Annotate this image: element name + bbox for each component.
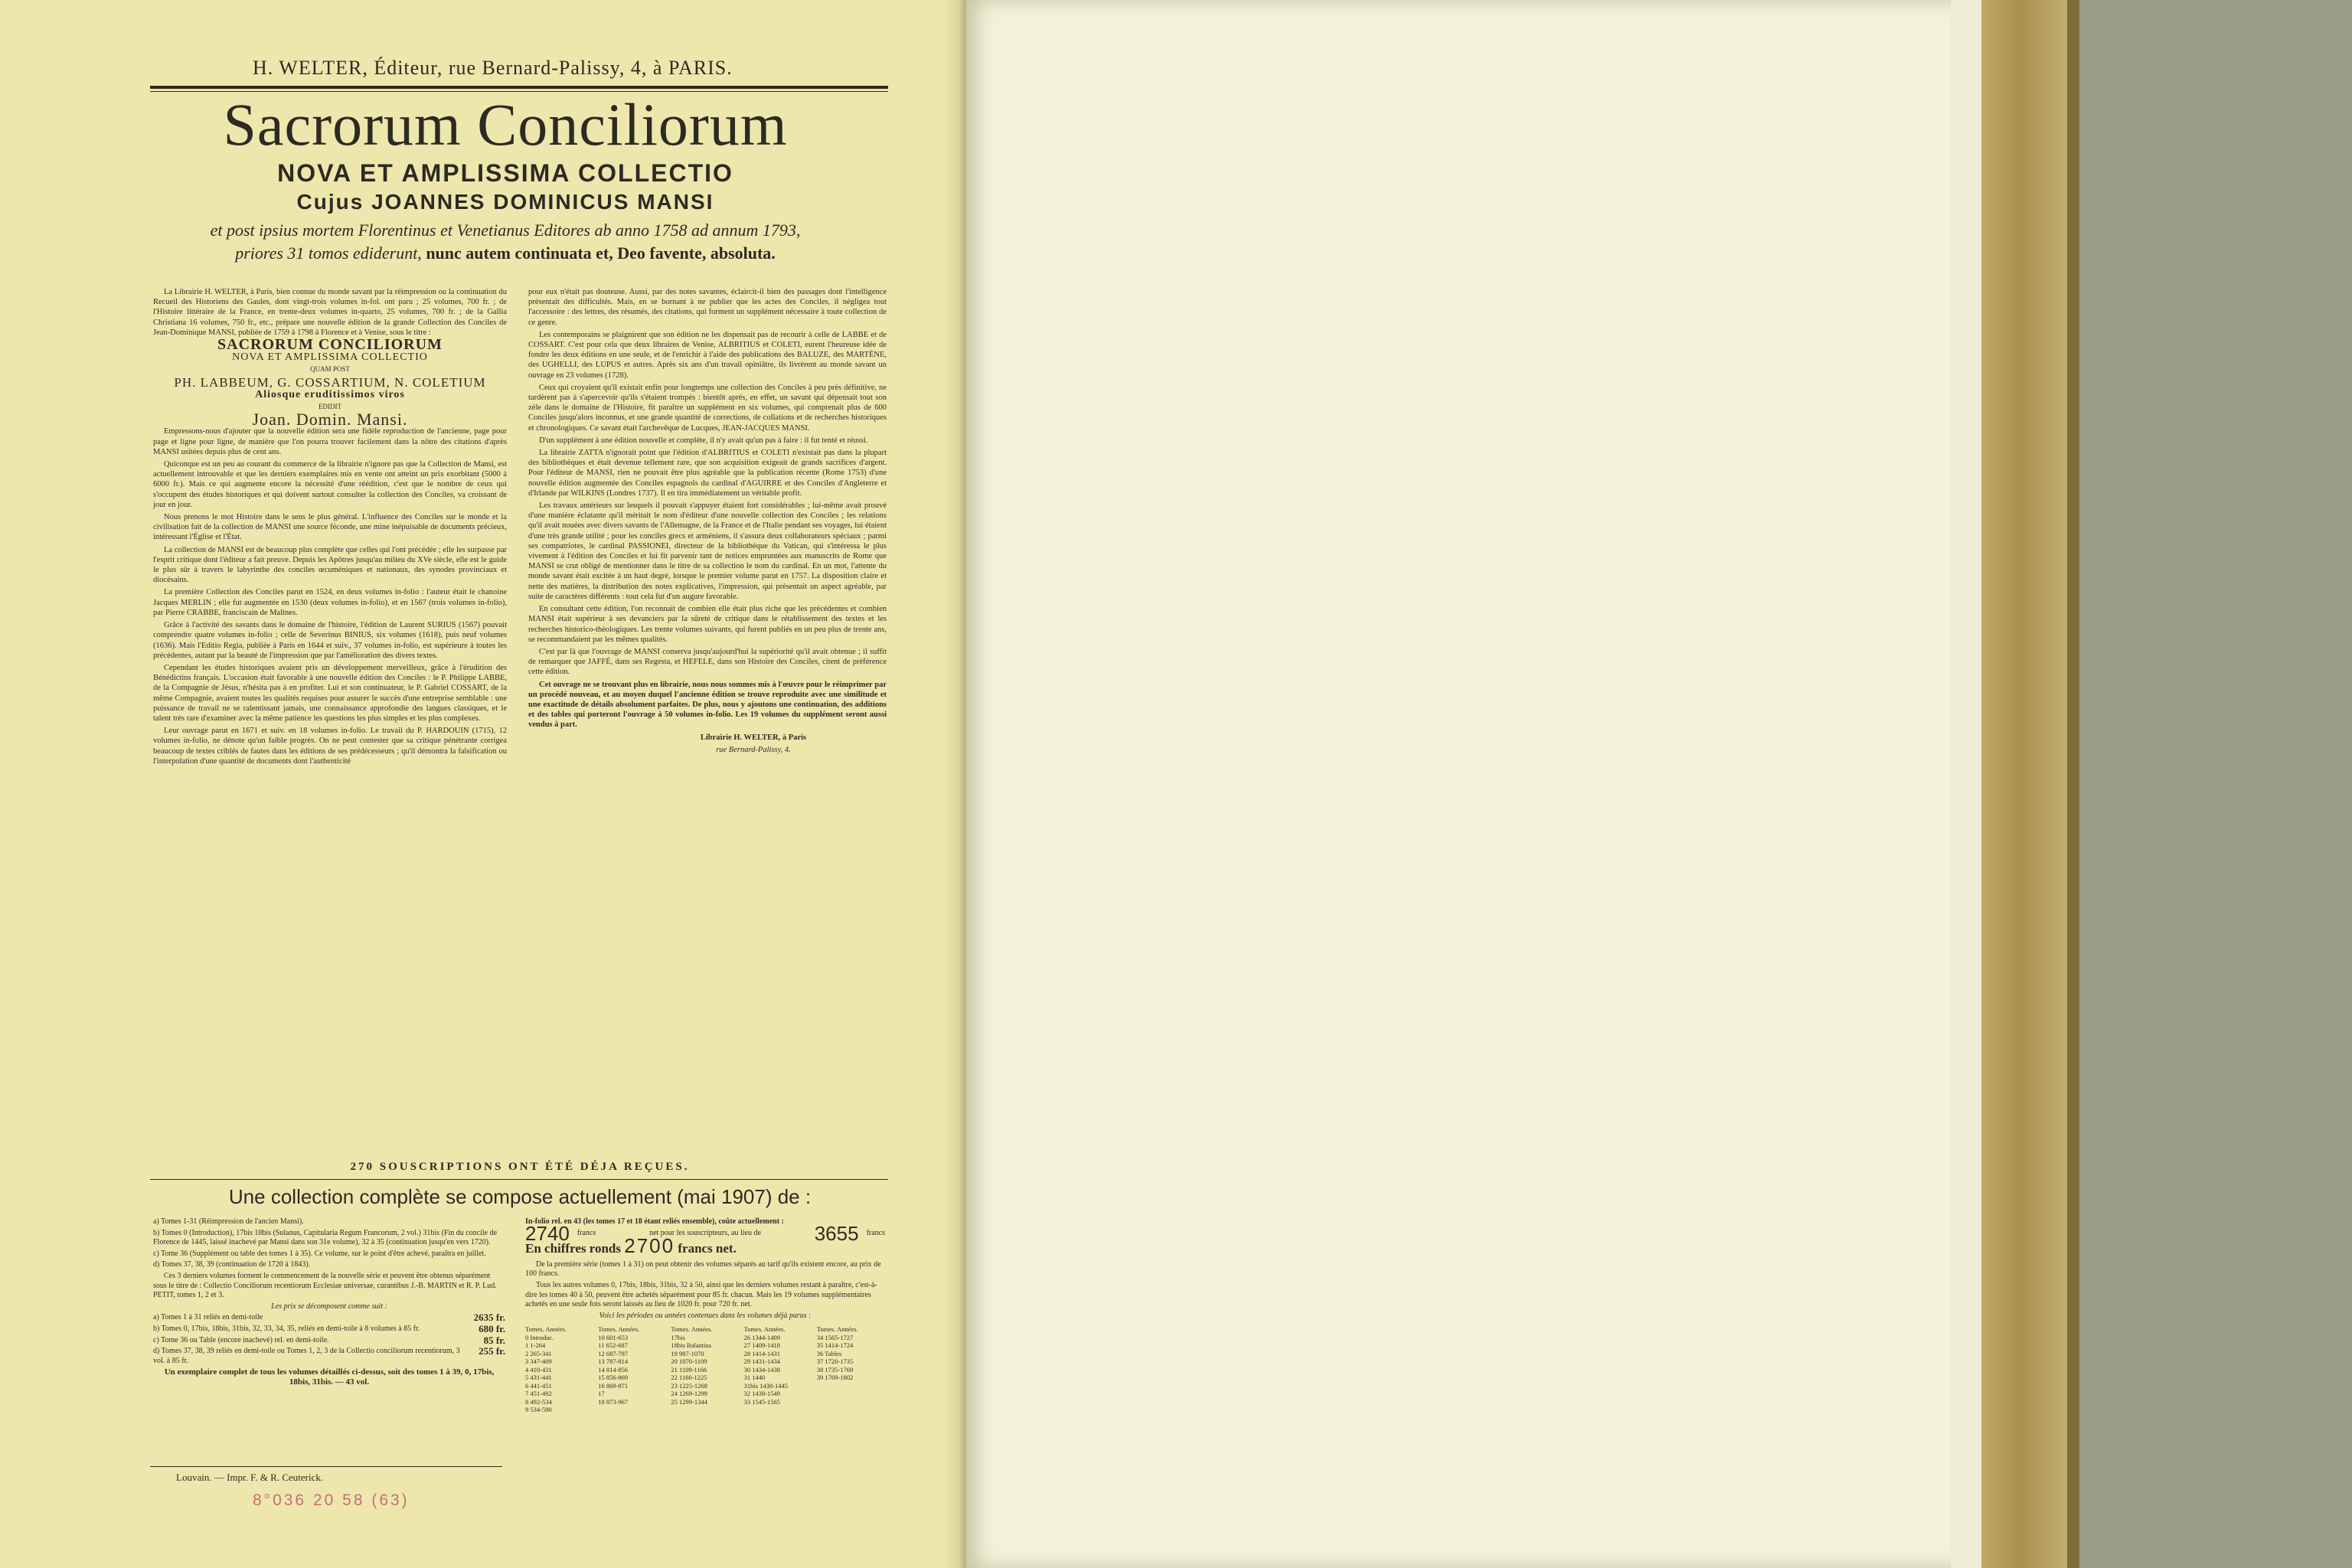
table-cell: 18bis Balantius xyxy=(671,1341,712,1350)
divider xyxy=(150,1179,888,1180)
table-cell: 22 1166-1225 xyxy=(671,1374,707,1382)
table-cell: 32 1438-1549 xyxy=(743,1390,781,1398)
price-middle-text: net pour les souscripteurs, au lieu de xyxy=(649,1228,761,1237)
list-item: d) Tomes 37, 38, 39 (continuation de 1720 à 1843). xyxy=(153,1260,311,1269)
table-cell: 1 1-264 xyxy=(525,1341,546,1350)
book-cover-edge xyxy=(1981,0,2079,1568)
table-cell: 10 601-653 xyxy=(598,1333,629,1341)
paragraph: Cependant les études historiques avaient pris un développement merveilleux, grâce à l'érudition des Bénédictins français. L'occasion était favorable à une nouvelle édition des Conciles : le P. Philippe LABBE, de la Compagnie de Jésus, n'hésita pas à en profiter. Lui et son continuateur, le P. Gabriel COSSART, de la même Compagnie, avaient toutes les qualités requises pour assurer le succès d'une entreprise semblable : une puissance de travail ne se ralentissant jamais, une connaissance approfondie des langues classiques, et le talent très rare d'examiner avec la même patience les questions les plus simples et les plus complexes. xyxy=(153,663,507,723)
note: De la première série (tomes 1 à 31) on peut obtenir des volumes séparés au tarif qu'ils existent encore, au prix de 100 francs. xyxy=(525,1259,881,1279)
table-cell: 15 856-869 xyxy=(598,1374,629,1382)
left-page xyxy=(0,0,959,1568)
table-cell xyxy=(817,1382,885,1390)
price-row xyxy=(153,1347,505,1366)
table-cell: 36 Tables xyxy=(816,1349,842,1357)
table-cell: 20 1070-1109 xyxy=(671,1357,707,1366)
table-cell: 5 431-441 xyxy=(525,1374,552,1382)
price-row xyxy=(153,1336,505,1346)
table-cell: 29 1431-1434 xyxy=(743,1357,781,1366)
page-edge xyxy=(1951,0,1981,1568)
table-cell: 11 652-687 xyxy=(598,1341,628,1350)
signature-line-2: rue Bernard-Palissy, 4. xyxy=(716,745,791,754)
paragraph: C'est par là que l'ouvrage de MANSI conserva jusqu'aujourd'hui la supériorité qu'il avait obtenue ; il suffit de remarquer que JAFFÉ, dans ses Regesta, et HEFELE, dans son Histoire des Conciles, citent de préférence cette édition. xyxy=(528,647,887,677)
price-unit: francs xyxy=(577,1228,596,1237)
table-cell: 8 492-534 xyxy=(525,1397,552,1406)
left-text-column xyxy=(153,287,507,769)
price-subscribers: 2740 xyxy=(525,1221,570,1245)
table-header-cell: Tomes. Années. xyxy=(743,1325,786,1334)
table-cell: 21 1109-1166 xyxy=(671,1365,707,1374)
table-cell: 35 1414-1724 xyxy=(816,1341,854,1350)
subtitle-tomos xyxy=(153,243,858,263)
paragraph: Nous prenons le mot Histoire dans le sens le plus général. L'influence des Conciles sur le monde et la civilisation fait de la collection de MANSI une source féconde, une mine inépuisable de documents précieux, intéressant l'Église et l'État. xyxy=(153,513,507,542)
table-cell: 28 1414-1431 xyxy=(743,1349,781,1357)
lower-left-column xyxy=(153,1217,505,1389)
printer-line: Louvain. — Impr. F. & R. Ceuterick. xyxy=(176,1472,324,1483)
block-subtitle: NOVA ET AMPLISSIMA COLLECTIO xyxy=(232,351,428,364)
table-cell: 33 1545-1565 xyxy=(743,1397,781,1406)
table-cell: 31bis 1438-1445 xyxy=(743,1381,788,1390)
price-intro: In-folio rel. en 43 (les tomes 17 et 18 étant reliés ensemble), coûte actuellement : xyxy=(525,1217,784,1226)
table-cell: 24 1269-1299 xyxy=(671,1390,707,1398)
table-cell xyxy=(817,1398,885,1406)
paragraph: pour eux n'était pas douteuse. Aussi, par des notes savantes, éclaircit-il bien des passages dont l'intelligence présentait des difficultés. Mais, en se bornant à ne publier que les actes des Conciles, il négligea tout l'accessoire : des lettres, des résumés, des citations, qui forment un supplément nécessaire à toute collection de ce genre. xyxy=(528,288,887,327)
complete-copy-note: Un exemplaire complet de tous les volumes détaillés ci-dessus, soit des tomes 1 à 39, 0, 17bis, 18bis, 31bis. — 43 vol. xyxy=(164,1367,495,1387)
list-item: c) Tome 36 (Supplément ou table des tomes 1 à 35). Ce volume, sur le point d'être achevé, paraîtra en juillet. xyxy=(153,1249,486,1258)
table-header-cell: Tomes. Années. xyxy=(598,1325,640,1334)
paragraph: Leur ouvrage parut en 1671 et suiv. en 18 volumes in-folio. Le travail du P. HARDOUIN (1715), 12 volumes in-folio, ne dénote qu'un faible progrès. On ne peut contester que sa critique pénétrante corrigea beaucoup de textes criblés de fautes dans les éditions de ses prédécesseurs ; qu'il démontra la falsification ou l'interpolation d'une quantité de documents dont l'authenticité xyxy=(153,727,507,766)
table-cell: 9 534-590 xyxy=(525,1406,552,1414)
table-cell: 30 1434-1438 xyxy=(743,1365,781,1374)
table-header-cell: Tomes. Années. xyxy=(525,1325,567,1334)
right-text-column xyxy=(528,287,887,757)
table-cell: 17bis xyxy=(671,1333,685,1341)
paragraph-bold: Cet ouvrage ne se trouvant plus en librairie, nous nous sommes mis à l'œuvre pour le réimprimer par un procédé nouveau, et au moyen duquel l'ancienne édition se trouve reproduite avec une similitude et une exactitude de détails absolument parfaites. De plus, nous y ajoutons une continuation, des additions et des tables qui porteront l'ouvrage à 50 volumes in-folio. Les 19 volumes du supplément seront aussi vendus à part. xyxy=(528,680,887,730)
table-cell: 3 347-409 xyxy=(525,1357,552,1366)
periods-table xyxy=(525,1325,885,1414)
block-title: SACRORUM CONCILIORUM xyxy=(217,336,443,354)
price-row-value: 2635 fr. xyxy=(473,1312,505,1324)
note: Tous les autres volumes 0, 17bis, 18bis, 31bis, 32 à 50, ainsi que les derniers volumes restant à paraître, c'est-à-dire les tomes 40 à 50, peuvent être achetés séparément pour 85 fr. chacun. Mais les 19 volumes supplémentaires achetés en une seule fois seront laissés au lieu de 1020 fr. pour 720 fr. net. xyxy=(525,1280,877,1309)
table-cell: 0 Introduc. xyxy=(525,1333,554,1341)
block-quam: QUAM POST xyxy=(310,365,350,374)
round-price-number: 2700 xyxy=(624,1234,675,1258)
table-cell: 17 xyxy=(598,1390,605,1398)
paragraph: En consultant cette édition, l'on reconnait de combien elle était plus riche que les précédentes et combien MANSI était supérieur à ses devanciers par la sûreté de critique dans le rétablissement des textes et les recherches historico-théologiques. Les trente volumes suivants, qui furent publiés en un peu plus de trente ans, se recommandaient par les mêmes qualités. xyxy=(528,605,887,644)
periods-heading: Voici les périodes ou années contenues dans les volumes déjà parus : xyxy=(599,1311,812,1320)
list-note: Ces 3 derniers volumes forment le commencement de la nouvelle série et peuvent être obtenus séparément sous le titre de : Collectio Conciliorum recentiorum Ecclesiae universae, curantibus J.-B. MARTIN et R. P. Lud. PETIT, tomes 1, 2 et 3. xyxy=(153,1271,497,1300)
lower-right-column xyxy=(525,1217,885,1414)
price-unit: francs xyxy=(866,1228,885,1237)
price-row-label: d) Tomes 37, 38, 39 reliés en demi-toile ou Tomes 1, 2, 3 de la Collectio conciliorum recentiorum, 3 vol. à 85 fr. xyxy=(153,1347,460,1365)
table-cell: 13 787-814 xyxy=(598,1357,629,1366)
publisher-header: H. WELTER, Éditeur, rue Bernard-Palissy, 4, à PARIS. xyxy=(253,57,733,79)
subtitle-tomos-a: priores 31 tomos ediderunt, xyxy=(235,243,422,263)
table-cell: 16 869-871 xyxy=(598,1381,629,1390)
table-cell: 38 1735-1769 xyxy=(816,1365,854,1374)
paragraph: La première Collection des Conciles parut en 1524, en deux volumes in-folio : l'auteur était le chanoine Jacques MERLIN ; elle fut augmentée en 1530 (deux volumes in-folio), et en 1567 (trois volumes in-folio), par Pierre CRABBE, franciscain de Malines. xyxy=(153,588,507,617)
bottom-rule xyxy=(150,1466,502,1467)
table-cell: 4 410-431 xyxy=(525,1365,552,1374)
price-row xyxy=(153,1313,505,1323)
table-header-cell: Tomes. Années. xyxy=(816,1325,858,1334)
round-price-suffix: francs net. xyxy=(678,1241,737,1256)
subtitle-tomos-b: nunc autem continuata et, Deo favente, absoluta. xyxy=(426,243,776,263)
right-page-blank xyxy=(966,0,1969,1568)
book-cover-spine-edge xyxy=(2067,0,2079,1568)
block-names: PH. LABBEUM, G. COSSARTIUM, N. COLETIUM xyxy=(174,374,486,390)
prices-heading: Les prix se décomposent comme suit : xyxy=(271,1302,387,1311)
library-shelfmark-stamp: 8°036 20 58 (63) xyxy=(253,1491,410,1509)
price-row-label: c) Tome 36 ou Table (encore inachevé) rel. en demi-toile. xyxy=(153,1335,329,1344)
table-cell xyxy=(598,1406,666,1414)
signature-line-1: Librairie H. WELTER, à Paris xyxy=(700,733,807,742)
paragraph: Empressons-nous d'ajouter que la nouvelle édition sera une fidèle reproduction de l'ancienne, page pour page et ligne pour ligne, de manière que l'on pourra trouver facilement dans la nôtre des citations d'après MANSI usitées depuis plus de cent ans. xyxy=(153,427,507,456)
table-cell xyxy=(671,1406,739,1414)
price-row xyxy=(153,1322,505,1334)
table-cell: 39 1769-1802 xyxy=(816,1374,854,1382)
header-rule xyxy=(150,86,888,89)
price-row-value: 680 fr. xyxy=(479,1322,505,1334)
paragraph: Les travaux antérieurs sur lesquels il pouvait s'appuyer étaient fort considérables ; lui-même avait prouvé d'une manière éclatante qu'il méritait le nom d'éditeur d'une nouvelle collection des Conciles ; les relations qu'il avait nouées avec divers savants de l'Allemagne, de la France et de l'Italie pendant ses voyages, lui étaient d'une très grande utilité ; pour les conciles grecs et arméniens, il s'assura deux collaborateurs spéciaux ; parmi ses compatriotes, le cardinal PASSIONEI, directeur de la bibliothèque du Vatican, qui s'intéressa le plus vivement à l'édition des Conciles et lui fit parvenir tant de notices empruntées aux manuscrits de Rome que MANSI se crut obligé de mentionner dans le titre de sa collection le nom du cardinal. En un mot, l'attente du monde savant était excitée à un haut degré, lorsque le premier volume parut en 1757. La disposition claire et nette des matières, la distribution des notes explicatives, l'impression, qui présentait un aspect agréable, par suite de caractères différents : tout cela fut d'un augure favorable. xyxy=(528,501,887,601)
table-cell xyxy=(817,1406,885,1414)
background-surface xyxy=(2079,0,2352,1568)
table-cell: 37 1720-1735 xyxy=(816,1357,854,1366)
subtitle-collectio: NOVA ET AMPLISSIMA COLLECTIO xyxy=(277,159,733,187)
price-row-label: b) Tomes 0, 17bis, 18bis, 31bis, 32, 33, 34, 35, reliés en demi-toile à 8 volumes à 85 fr. xyxy=(153,1324,420,1333)
table-cell xyxy=(817,1390,885,1398)
table-cell: 14 814-856 xyxy=(598,1365,629,1374)
table-cell: 2 265-341 xyxy=(525,1349,552,1357)
table-cell: 6 441-451 xyxy=(525,1381,552,1390)
price-row-value: 255 fr. xyxy=(479,1345,505,1357)
table-cell: 18 873-967 xyxy=(598,1397,629,1406)
subtitle-editores: et post ipsius mortem Florentinus et Venetianus Editores ab anno 1758 ad annum 1793, xyxy=(210,220,801,240)
collection-heading: Une collection complète se compose actuellement (mai 1907) de : xyxy=(228,1185,812,1208)
table-cell: 12 687-787 xyxy=(598,1349,629,1357)
price-row-value: 85 fr. xyxy=(483,1334,505,1346)
table-cell: 26 1344-1409 xyxy=(743,1333,781,1341)
round-price-label: En chiffres ronds xyxy=(525,1241,622,1256)
subtitle-mansi: Cujus JOANNES DOMINICUS MANSI xyxy=(296,190,714,214)
table-header-cell: Tomes. Années. xyxy=(671,1325,713,1334)
paragraph: Quiconque est un peu au courant du commerce de la librairie n'ignore pas que la Collection de Mansi, est actuellement introuvable et que les derniers exemplaires mis en vente ont atteint un prix exorbitant (5000 à 6000 fr.). Mais ce qui augmente encore la nécessité d'une réédition, c'est que le nombre de ceux qui s'occupent des études historiques et qui doivent surtout consulter la collection des Conciles, va croissant de jour en jour. xyxy=(153,460,507,509)
paragraph: La collection de MANSI est de beaucoup plus complète que celles qui l'ont précédée ; elle les surpasse par l'esprit critique dont l'éditeur a fait preuve. Depuis les Apôtres jusqu'au milieu du XVe siècle, elle est le guide le plus sûr à travers le labyrinthe des conciles œcuméniques et nationaux, des synodes provinciaux et diocésains. xyxy=(153,545,507,585)
paragraph: Ceux qui croyaient qu'il existait enfin pour longtemps une collection des Conciles à peu près définitive, ne tardèrent pas à s'apercevoir qu'ils s'étaient trompés : bientôt après, en effet, un savant qui dépensait tout son zèle dans le domaine de l'Histoire, fit paraître un supplément en six volumes, qui comprenait plus de 600 Conciles jusqu'alors inconnus, et une grande quantité de corrections, de collations et de recherches historiques et chronologiques. Ce savant était l'archevêque de Lucques, JEAN-JACQUES MANSI. xyxy=(528,383,887,433)
list-item: a) Tomes 1-31 (Réimpression de l'ancien Mansi). xyxy=(153,1217,304,1226)
price-row-label: a) Tomes 1 à 31 reliés en demi-toile xyxy=(153,1313,263,1322)
table-cell: 23 1225-1268 xyxy=(671,1381,707,1390)
table-cell xyxy=(744,1406,812,1414)
paragraph: Les contemporains se plaignirent que son édition ne les dispensait pas de recourir à celle de LABBE et de COSSART. C'est pour cela que deux libraires de Venise, ALBRITIUS et COLETI, eurent l'heureuse idée de fondre les deux éditions en une seule, et de l'enrichir à l'aide des publications des BALUZE, des MARTÈNE, des UGHELLI, des LUPUS et autres. Après six ans d'un travail opiniâtre, ils livrèrent au monde savant un ouvrage en 23 volumes (1728). xyxy=(528,330,887,380)
page-title: Sacrorum Conciliorum xyxy=(223,91,788,158)
paragraph: La librairie ZATTA n'ignorait point que l'édition d'ALBRITIUS et COLETI n'existait pas dans la plupart des bibliothèques et était devenue tellement rare, que son acquisition exigeait de grands sacrifices d'argent. Pour l'éditeur de MANSI, rien ne pouvait être plus agréable que la publication récente (Rome 1753) d'une nouvelle édition augmentée des Conciles espagnols du cardinal d'AGUIRRE et des Conciles d'Angleterre et d'Irlande par WILKINS (Londres 1737). Il en tira immédiatement un véritable profit. xyxy=(528,449,887,498)
block-edidit: EDIDIT xyxy=(318,403,341,411)
list-item: b) Tomes 0 (Introduction), 17bis 18bis (Sulanus, Capitularia Regum Francorum, 2 vol.) 31bis (Fin du concile de Florence de 1445, laissé inachevé par Mansi dans son 31e volume), 32 à 35 (continuation jusqu'en vers 1720). xyxy=(153,1228,498,1247)
souscriptions-notice: 270 SOUSCRIPTIONS ONT ÉTÉ DÉJA REÇUES. xyxy=(350,1161,690,1173)
paragraph: D'un supplément à une édition nouvelle et complète, il n'y avait qu'un pas à faire : il fut tenté et réussi. xyxy=(539,436,868,445)
paragraph: La Librairie H. WELTER, à Paris, bien connue du monde savant par la réimpression ou la continuation du Recueil des Historiens des Gaules, dont vingt-trois volumes in-fol. ont paru ; 25 volumes, 700 fr. ; de l'Histoire littéraire de la France, en trente-deux volumes in-quarto, 25 volumes, 700 fr. ; de la Gallia Christiana 16 volumes, 750 fr., etc., prépare une nouvelle édition de la grande Collection des Conciles de Jean-Dominique MANSI, publiée de 1759 à 1798 à Florence et à Venise, sous le titre : xyxy=(153,288,507,337)
paragraph: Grâce à l'activité des savants dans le domaine de l'histoire, l'édition de Laurent SURIUS (1567) pouvait comprendre quatre volumes in-folio ; celle de Severinus BINIUS, six volumes (1618), puis neuf volumes (1636). Mais l'Editio Regia, publiée à Paris en 1644 et suiv., 37 volumes in-folio, est supérieure à toutes les précédentes, autant par la beauté de l'impression que par l'amélioration des divers textes. xyxy=(153,621,507,660)
table-cell: 31 1440 xyxy=(743,1374,766,1382)
table-cell: 25 1299-1344 xyxy=(671,1397,707,1406)
table-cell: 34 1565-1727 xyxy=(816,1333,854,1341)
table-cell: 19 987-1070 xyxy=(671,1349,704,1357)
block-author: Joan. Domin. Mansi. xyxy=(252,410,408,430)
price-regular: 3655 xyxy=(814,1221,859,1245)
table-cell: 7 451-492 xyxy=(525,1390,552,1398)
table-cell: 27 1409-1418 xyxy=(743,1341,781,1350)
block-alios: Aliosque eruditissimos viros xyxy=(255,388,405,400)
